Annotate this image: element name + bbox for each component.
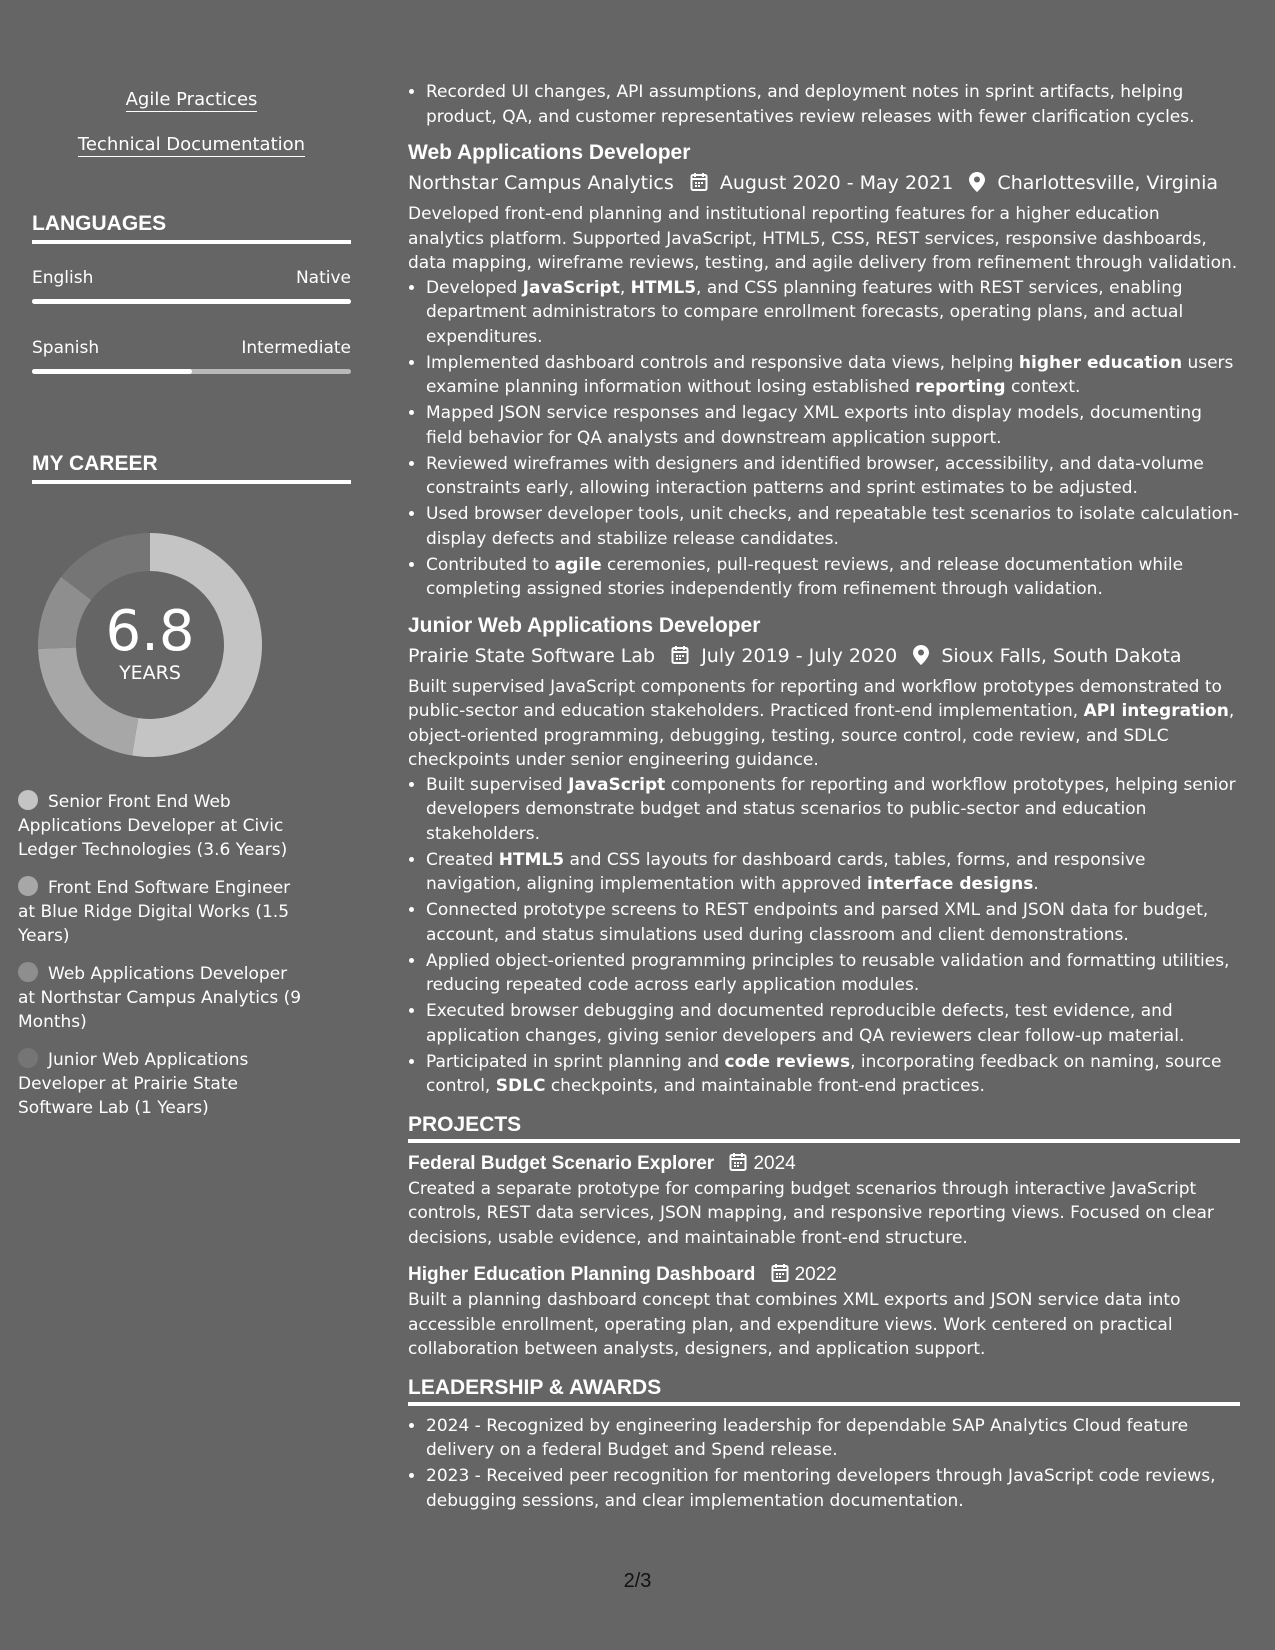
- keyword: agile: [554, 554, 602, 575]
- desc-text: , object-oriented programming, debugging, testing, source control, code review, and SDLC checkpoints under senior engineering guidance.: [408, 701, 1235, 770]
- bullet-text: .: [1033, 874, 1039, 894]
- bullet-text: Built supervised: [426, 774, 569, 795]
- bullet-text: context.: [1005, 377, 1081, 397]
- project-entry: [408, 1262, 1240, 1362]
- keyword: JavaScript: [568, 774, 666, 795]
- keyword: higher education: [1018, 352, 1183, 373]
- project-entry: [408, 1151, 1240, 1251]
- bullet: [426, 553, 1240, 602]
- legend-dot: [18, 790, 38, 810]
- map-pin-icon: [913, 645, 929, 665]
- award-item: • 2024 - Recognized by engineering leadership for dependable SAP Analytics Cloud feature delivery on a federal Budget and Spend release.: [426, 1414, 1240, 1463]
- bullet-text: Contributed to: [426, 554, 555, 575]
- project-year: 2024: [753, 1152, 796, 1174]
- career-legend-item: [18, 876, 308, 948]
- language-name: English: [32, 268, 94, 288]
- career-legend-item: [18, 790, 308, 862]
- main-content: [408, 80, 1240, 1515]
- bullet-text: ,: [619, 277, 631, 298]
- job-location: Charlottesville, Virginia: [997, 172, 1219, 194]
- keyword: code reviews: [724, 1051, 851, 1072]
- award-item: • 2023 - Received peer recognition for mentoring developers through JavaScript code reviews, debugging sessions, and clear implementation documentation.: [426, 1464, 1240, 1513]
- language-row-english: [32, 268, 351, 288]
- career-legend-item: [18, 962, 308, 1034]
- job-description: [408, 675, 1240, 773]
- project-description: Built a planning dashboard concept that combines XML exports and JSON service data into accessible enrollment, operating plan, and expenditure views. Work centered on practical collaboration between analysts, designers, and application support.: [408, 1290, 1181, 1359]
- job-description: Developed front-end planning and institutional reporting features for a higher education analytics platform. Supported JavaScript, HTML5, CSS, REST services, responsive dashboards, data mapping, wireframe reviews, testing, and agile delivery from refinement through validation.: [408, 204, 1238, 273]
- project-title: Federal Budget Scenario Explorer: [408, 1152, 715, 1174]
- intro-bullets: [408, 80, 1240, 129]
- experience-entry: [408, 139, 1240, 602]
- bullet-text: ceremonies, pull-request reviews, and release documentation while completing assigned stories independently from refinement through validation.: [426, 554, 1184, 599]
- bullet: • Mapped JSON service responses and legacy XML exports into display models, documenting field behavior for QA analysts and downstream application support.: [426, 401, 1240, 450]
- bullet: • Executed browser debugging and documented reproducible defects, test evidence, and application changes, giving senior developers and QA reviewers clear follow-up material.: [426, 999, 1240, 1048]
- legend-dot: [18, 1048, 38, 1068]
- bullet-text: components for reporting and workflow prototypes, helping senior developers demonstrate budget and status scenarios to public-sector and education stakeholders.: [426, 774, 1236, 844]
- calendar-icon: [771, 1263, 789, 1283]
- language-level: Intermediate: [241, 338, 351, 358]
- skill-label: Technical Documentation: [77, 134, 306, 155]
- keyword: reporting: [915, 377, 1006, 397]
- donut-center: [35, 530, 265, 760]
- bullet: [426, 848, 1240, 897]
- awards-section: [408, 1376, 1240, 1514]
- bullet-text: Created: [426, 849, 499, 870]
- job-bullets: [408, 773, 1240, 1099]
- page-number: 2/3: [623, 1570, 652, 1592]
- project-title-row: [408, 1262, 1240, 1288]
- project-title: Higher Education Planning Dashboard: [408, 1264, 756, 1285]
- bullet: • Recorded UI changes, API assumptions, and deployment notes in sprint artifacts, helping product, QA, and customer representatives review releases with fewer clarification cycles.: [426, 80, 1240, 129]
- keyword: interface designs: [866, 874, 1034, 894]
- language-row-spanish: [32, 338, 351, 358]
- project-year: 2022: [794, 1264, 837, 1285]
- bullet-text: Participated in sprint planning and: [426, 1051, 725, 1072]
- map-pin-icon: [969, 172, 985, 192]
- language-bar-fill: [32, 299, 351, 304]
- career-legend: [18, 790, 308, 1134]
- job-meta: [408, 642, 1240, 670]
- desc-text: Built supervised JavaScript components for reporting and workflow prototypes demonstrated to public-sector and education stakeholders. Practiced front-end implementation,: [408, 676, 1222, 721]
- bullet: [426, 276, 1240, 350]
- keyword: JavaScript: [522, 277, 620, 298]
- legend-dot: [18, 962, 38, 982]
- bullet-text: Developed: [426, 277, 523, 298]
- bullet-text: users examine planning information without losing established: [426, 352, 1234, 397]
- job-location: Sioux Falls, South Dakota: [941, 644, 1182, 667]
- bullet-text: , incorporating feedback on naming, source control,: [426, 1051, 1222, 1096]
- keyword: HTML5: [498, 849, 565, 870]
- bullet: [426, 1050, 1240, 1099]
- skill-link-technical-documentation[interactable]: [32, 133, 351, 157]
- career-legend-label: Front End Software Engineer at Blue Ridge Digital Works (1.5 Years): [18, 878, 291, 946]
- job-meta: [408, 169, 1240, 197]
- experience-entry: [408, 612, 1240, 1099]
- job-dates: July 2019 - July 2020: [701, 644, 898, 667]
- languages-heading: LANGUAGES: [32, 212, 351, 244]
- bullet: • Used browser developer tools, unit checks, and repeatable test scenarios to isolate calculation-display defects and stabilize release candidates.: [426, 502, 1240, 551]
- company-name: Northstar Campus Analytics: [408, 172, 674, 194]
- company-name: Prairie State Software Lab: [408, 644, 656, 667]
- bullet-text: Implemented dashboard controls and responsive data views, helping: [426, 352, 1019, 373]
- bullet: • Connected prototype screens to REST endpoints and parsed XML and JSON data for budget, account, and status simulations used during classroom and client demonstrations.: [426, 898, 1240, 947]
- keyword: API integration: [1083, 701, 1229, 721]
- career-years-label: YEARS: [119, 662, 181, 684]
- keyword: SDLC: [495, 1076, 546, 1096]
- career-legend-label: Junior Web Applications Developer at Prairie State Software Lab (1 Years): [18, 1050, 249, 1118]
- career-legend-label: Senior Front End Web Applications Developer at Civic Ledger Technologies (3.6 Years): [18, 792, 288, 860]
- legend-dot: [18, 876, 38, 896]
- language-bar-fill: [32, 369, 192, 374]
- skill-label: Agile Practices: [125, 89, 258, 110]
- language-bar-english: [32, 299, 351, 304]
- calendar-icon: [729, 1152, 747, 1172]
- bullet: • Reviewed wireframes with designers and identified browser, accessibility, and data-volume constraints early, allowing interaction patterns and sprint estimates to be adjusted.: [426, 452, 1240, 501]
- bullet: • Applied object-oriented programming principles to reusable validation and formatting utilities, reducing repeated code across early application modules.: [426, 949, 1240, 998]
- bullet-text: checkpoints, and maintainable front-end practices.: [545, 1076, 985, 1096]
- bullet-text: , and CSS planning features with REST services, enabling department administrators to compare enrollment forecasts, operating plans, and actual expenditures.: [426, 277, 1184, 347]
- project-title-row: [408, 1151, 1240, 1177]
- projects-heading: PROJECTS: [408, 1113, 1240, 1143]
- bullet-text: and CSS layouts for dashboard cards, tables, forms, and responsive navigation, aligning implementation with approved: [426, 849, 1146, 894]
- career-heading: MY CAREER: [32, 452, 351, 484]
- skill-link-agile-practices[interactable]: [32, 88, 351, 112]
- job-title: Web Applications Developer: [408, 141, 691, 164]
- job-bullets: [408, 276, 1240, 602]
- language-name: Spanish: [32, 338, 100, 358]
- career-legend-item: [18, 1048, 308, 1120]
- career-total-years: 6.8: [105, 599, 195, 664]
- career-legend-label: Web Applications Developer at Northstar Campus Analytics (9 Months): [18, 964, 302, 1032]
- language-level: Native: [295, 268, 351, 288]
- awards-list: [408, 1414, 1240, 1514]
- calendar-icon: [671, 645, 689, 665]
- career-donut-chart: [35, 530, 265, 760]
- bullet: [426, 351, 1240, 400]
- keyword: HTML5: [630, 277, 697, 298]
- job-dates: August 2020 - May 2021: [719, 172, 954, 194]
- projects-section: [408, 1113, 1240, 1362]
- project-description: Created a separate prototype for comparing budget scenarios through interactive JavaScript controls, REST data services, JSON mapping, and responsive reporting views. Focused on clear decisions, usable evidence, and maintainable front-end structure.: [408, 1178, 1214, 1248]
- awards-heading: LEADERSHIP & AWARDS: [408, 1376, 1240, 1406]
- calendar-icon: [690, 172, 708, 192]
- language-bar-spanish: [32, 369, 351, 374]
- bullet: [426, 773, 1240, 847]
- job-title: Junior Web Applications Developer: [408, 613, 761, 637]
